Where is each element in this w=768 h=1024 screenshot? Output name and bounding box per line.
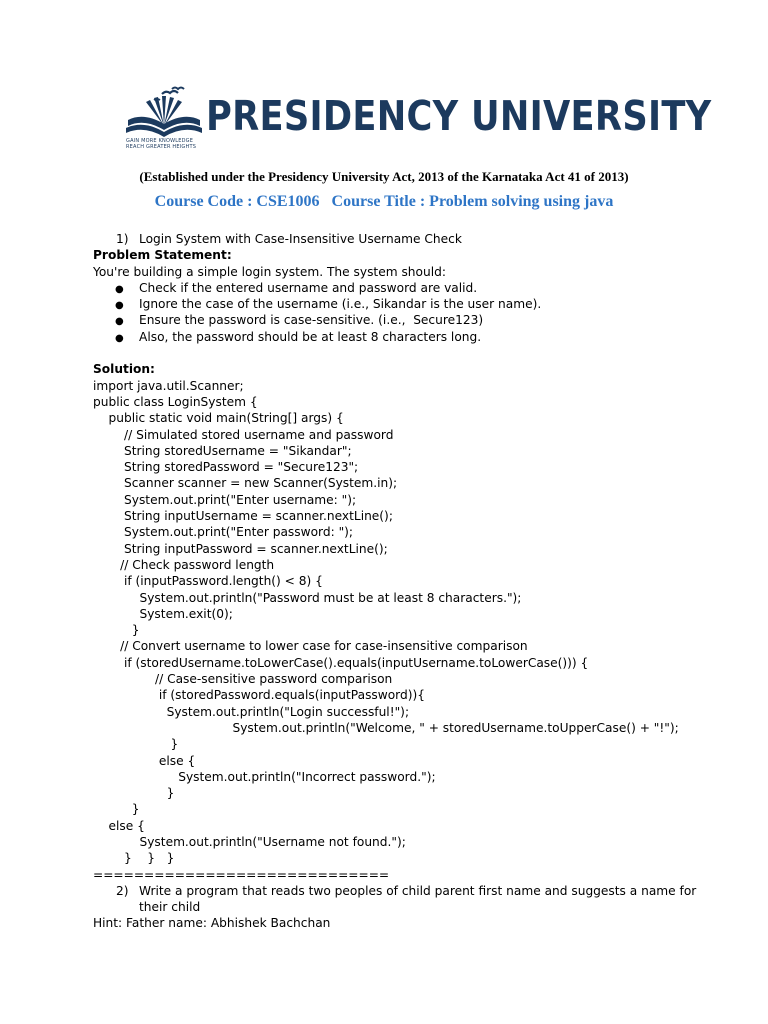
bullet-icon: ●	[115, 316, 124, 328]
establishment-note: (Established under the Presidency University Act, 2013 of the Karnataka Act 41 of 2013)	[139, 169, 629, 184]
code-line: if (inputPassword.length() < 8) {	[93, 574, 323, 589]
solution-heading: Solution:	[93, 362, 155, 377]
code-line: if (storedPassword.equals(inputPassword)){	[93, 688, 425, 703]
problem-statement-heading: Problem Statement:	[93, 248, 232, 263]
bullet-icon: ●	[115, 332, 124, 344]
question-2-heading	[93, 883, 713, 899]
code-line: System.out.println("Welcome, " + storedUsername.toUpperCase() + "!");	[93, 720, 679, 735]
code-line: System.out.print("Enter username: ");	[93, 492, 357, 507]
problem-intro: You're building a simple login system. The system should:	[93, 264, 446, 279]
code-line: System.out.println("Username not found.");	[93, 834, 406, 849]
separator-line: =============================	[93, 867, 390, 882]
code-line: // Case-sensitive password comparison	[93, 672, 393, 687]
list-item: ● Also, the password should be at least 8 characters long.	[93, 329, 713, 345]
list-item: ● Ignore the case of the username (i.e., Sikandar is the user name).	[93, 296, 713, 312]
code-line: else {	[93, 818, 145, 833]
question-number: 2)	[116, 883, 129, 898]
code-line: }	[93, 786, 175, 801]
code-line: System.out.print("Enter password: ");	[93, 525, 354, 540]
university-logo	[124, 86, 712, 160]
bullet-icon: ●	[115, 300, 124, 312]
question-title-continued: their child	[139, 900, 201, 915]
blank-line	[93, 345, 713, 361]
logo-tagline: GAIN MORE KNOWLEDGE REACH GREATER HEIGHTS	[126, 138, 197, 150]
code-line: System.out.println("Login successful!");	[93, 704, 410, 719]
code-block	[93, 378, 713, 867]
question-title: Login System with Case-Insensitive Username Check	[139, 232, 462, 246]
code-line: else {	[93, 753, 196, 768]
code-line: public static void main(String[] args) {	[93, 411, 344, 426]
code-line: }	[93, 802, 140, 817]
list-item: ● Check if the entered username and password are valid.	[93, 280, 713, 296]
question-number: 1)	[116, 232, 129, 246]
code-line: String inputUsername = scanner.nextLine();	[93, 509, 393, 524]
code-line: // Check password length	[93, 557, 275, 572]
code-line: if (storedUsername.toLowerCase().equals(inputUsername.toLowerCase())) {	[93, 655, 589, 670]
course-title: Course Code : CSE1006 Course Title : Problem solving using java	[154, 193, 614, 210]
code-line: } } }	[93, 851, 175, 866]
bullet-icon: ●	[115, 283, 124, 295]
code-line: String inputPassword = scanner.nextLine();	[93, 541, 388, 556]
book-emblem-icon	[124, 86, 204, 142]
code-line: }	[93, 623, 140, 638]
question-title: Write a program that reads two peoples of child parent first name and suggests a name for	[139, 883, 697, 898]
university-name: PRESIDENCY UNIVERSITY	[206, 92, 712, 140]
question-1-heading	[93, 231, 713, 247]
document-body	[93, 231, 713, 932]
code-line: // Convert username to lower case for case-insensitive comparison	[93, 639, 528, 654]
code-line: String storedPassword = "Secure123";	[93, 460, 359, 475]
hint-text: Hint: Father name: Abhishek Bachchan	[93, 916, 331, 931]
code-line: }	[93, 737, 179, 752]
list-item: ● Ensure the password is case-sensitive. (i.e., Secure123)	[93, 312, 713, 328]
code-line: import java.util.Scanner;	[93, 378, 244, 393]
code-line: System.out.println("Password must be at least 8 characters.");	[93, 590, 522, 605]
code-line: String storedUsername = "Sikandar";	[93, 443, 352, 458]
code-line: // Simulated stored username and password	[93, 427, 394, 442]
code-line: public class LoginSystem {	[93, 394, 258, 409]
code-line: Scanner scanner = new Scanner(System.in);	[93, 476, 398, 491]
code-line: System.out.println("Incorrect password.");	[93, 769, 436, 784]
code-line: System.exit(0);	[93, 606, 233, 621]
